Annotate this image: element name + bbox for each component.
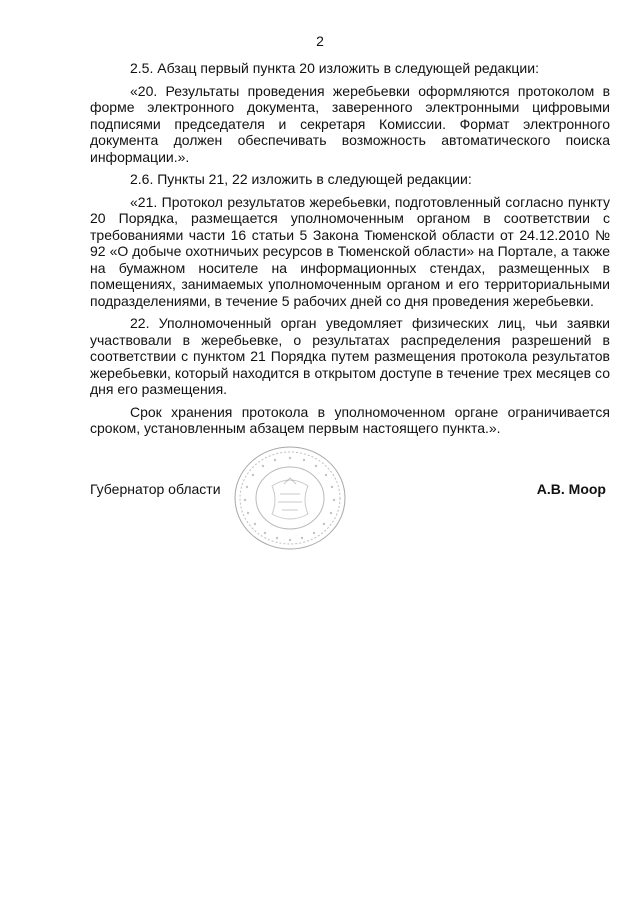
paragraph-point-20: «20. Результаты проведения жеребьевки оформляются протоколом в форме электронного документа, заверенного электронными цифровыми подписями председателя и секретаря Комиссии. Формат электронного документа должен обеспечивать возможность автоматического поиска информации.». bbox=[90, 82, 610, 165]
paragraph-storage-term: Срок хранения протокола в уполномоченном органе ограничивается сроком, установленным абзацем первым настоящего пункта.». bbox=[90, 403, 610, 436]
paragraph-2-6: 2.6. Пункты 21, 22 изложить в следующей редакции: bbox=[130, 171, 472, 187]
seal-stamp-icon bbox=[232, 444, 348, 552]
paragraph-2-5: 2.5. Абзац первый пункта 20 изложить в следующей редакции: bbox=[130, 60, 539, 76]
page-number: 2 bbox=[316, 33, 324, 49]
paragraph-point-21: «21. Протокол результатов жеребьевки, подготовленный согласно пункту 20 Порядка, размещается уполномоченным органом в соответствии с требованиями части 16 статьи 5 Закона Тюменской области от 24.12.2010 № 92 «О добыче охотничьих ресурсов в Тюменской области» на Портале, а также на бумажном носителе на информационных стендах, размещенных в помещениях, занимаемых уполномоченным органом и его территориальными подразделениями, в течение 5 рабочих дней со дня проведения жеребьевки. bbox=[90, 193, 610, 309]
signatory-name: А.В. Моор bbox=[536, 481, 606, 497]
paragraph-point-22: 22. Уполномоченный орган уведомляет физических лиц, чьи заявки участвовали в жеребьевке, о результатах распределения разрешений в соответствии с пунктом 21 Порядка путем размещения протокола результатов жеребьевки, который находится в открытом доступе в течение трех месяцев со дня его размещения. bbox=[90, 315, 610, 397]
document-body bbox=[90, 60, 610, 443]
signatory-title: Губернатор области bbox=[90, 481, 221, 497]
signature-block bbox=[90, 480, 606, 504]
